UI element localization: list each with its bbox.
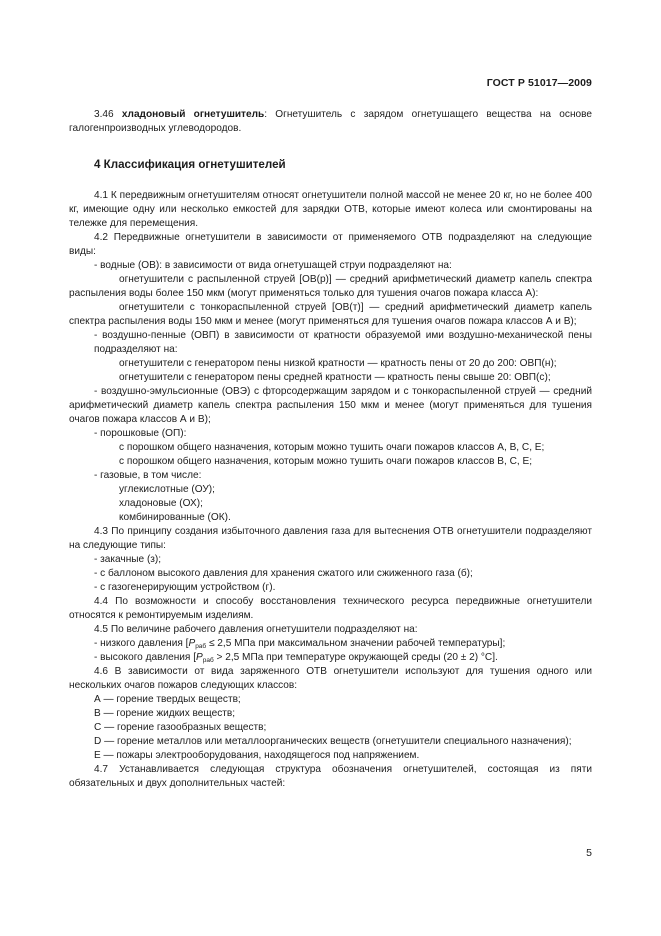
- list-item-water: - водные (ОВ): в зависимости от вида огнетушащей струи подразделяют на:: [94, 260, 452, 271]
- list-item-gas: - газовые, в том числе:: [94, 470, 202, 481]
- fire-class-b: В — горение жидких веществ;: [94, 708, 236, 719]
- definition-text: : Огнетушитель с зарядом огнетушащего вещества на основе галогенпроизводных углеводородов.: [69, 109, 592, 134]
- fire-class-d: D — горение металлов или металлоорганических веществ (огнетушители специального назначения);: [94, 736, 572, 747]
- list-subitem-foam-low: огнетушители с генератором пены низкой кратности — кратность пены от 20 до 200: ОВП(н);: [119, 358, 557, 369]
- pressure-symbol: P: [196, 652, 203, 663]
- paragraph-4-1: 4.1 К передвижным огнетушителям относят огнетушители полной массой не менее 20 кг, но не более 400 кг, имеющие одну или несколько емкостей для зарядки ОТВ, которые имеют колеса или смонтированы на тележке для перемещения.: [69, 190, 592, 229]
- list-item-powder: - порошковые (ОП):: [94, 428, 187, 439]
- pressure-symbol: P: [188, 638, 196, 649]
- list-subitem-gas-co2: углекислотные (ОУ);: [119, 484, 215, 495]
- list-item-emulsion: - воздушно-эмульсионные (ОВЭ) с фторсодержащим зарядом и с тонкораспыленной струей — средний арифметический диаметр капель спектра распыления 150 мкм и менее (могут применяться для тушения очагов пожара классов А и В);: [69, 386, 592, 425]
- pressure-subscript: раб: [202, 657, 214, 664]
- list-item-high-pressure: [69, 651, 592, 665]
- high-pressure-prefix: - высокого давления [: [94, 652, 197, 663]
- paragraph-4-3-intro: 4.3 По принципу создания избыточного давления газа для вытеснения ОТВ огнетушители подразделяют на следующие типы:: [69, 526, 592, 551]
- fire-class-c: С — горение газообразных веществ;: [94, 722, 267, 733]
- definition-number: 3.46: [94, 109, 114, 120]
- pressure-subscript: раб: [195, 643, 207, 650]
- list-subitem-water-fine: огнетушители с тонкораспыленной струей [ОВ(т)] — средний арифметический диаметр капель спектра распыления воды 150 мкм и менее (могут применяться для тушения очагов пожара классов А и В);: [69, 302, 592, 327]
- low-pressure-suffix: ≤ 2,5 МПа при максимальном значении рабочей температуры];: [206, 638, 506, 649]
- list-subitem-powder-bce: с порошком общего назначения, которым можно тушить очаги пожаров классов В, С, Е;: [119, 456, 533, 467]
- paragraph-4-7: 4.7 Устанавливается следующая структура обозначения огнетушителей, состоящая из пяти обязательных и двух дополнительных частей:: [69, 764, 592, 789]
- low-pressure-prefix: - низкого давления [: [94, 638, 189, 649]
- list-item-low-pressure: [69, 637, 592, 651]
- definition-3-46: [69, 108, 592, 136]
- high-pressure-suffix: > 2,5 МПа при температуре окружающей среды (20 ± 2) °С].: [213, 652, 498, 663]
- page-body: [69, 108, 592, 791]
- list-item-gas-generator: - с газогенерирующим устройством (г).: [94, 582, 276, 593]
- fire-class-e: Е — пожары электрооборудования, находящегося под напряжением.: [94, 750, 420, 761]
- standard-header: ГОСТ Р 51017—2009: [486, 77, 592, 89]
- definition-term: хладоновый огнетушитель: [121, 109, 265, 120]
- list-subitem-water-spray: огнетушители с распыленной струей [ОВ(р)] — средний арифметический диаметр капель спектра распыления воды более 150 мкм (могут применяться только для тушения очагов пожара класса А):: [69, 274, 592, 299]
- list-subitem-gas-halon: хладоновые (ОХ);: [119, 498, 203, 509]
- list-item-pumped: - закачные (з);: [94, 554, 162, 565]
- page-number: 5: [586, 847, 592, 859]
- fire-class-a: А — горение твердых веществ;: [94, 694, 241, 705]
- list-item-cylinder: - с баллоном высокого давления для хранения сжатого или сжиженного газа (б);: [94, 568, 473, 579]
- section-4-heading: 4 Классификация огнетушителей: [94, 158, 286, 171]
- list-subitem-powder-abce: с порошком общего назначения, которым можно тушить очаги пожаров классов А, В, С, Е;: [119, 442, 545, 453]
- paragraph-4-4: 4.4 По возможности и способу восстановления технического ресурса передвижные огнетушители относятся к ремонтируемым изделиям.: [69, 596, 592, 621]
- list-subitem-gas-combined: комбинированные (ОК).: [119, 512, 231, 523]
- paragraph-4-2-intro: 4.2 Передвижные огнетушители в зависимости от применяемого ОТВ подразделяют на следующие виды:: [69, 232, 592, 257]
- list-subitem-foam-medium: огнетушители с генератором пены средней кратности — кратность пены свыше 20: ОВП(с);: [119, 372, 551, 383]
- paragraph-4-5-intro: 4.5 По величине рабочего давления огнетушители подразделяют на:: [94, 624, 418, 635]
- paragraph-4-6-intro: 4.6 В зависимости от вида заряженного ОТВ огнетушители используют для тушения одного или нескольких очагов пожаров следующих классов:: [69, 666, 592, 691]
- list-item-foam: - воздушно-пенные (ОВП) в зависимости от кратности образуемой ими воздушно-механической пены подразделяют на:: [94, 330, 592, 355]
